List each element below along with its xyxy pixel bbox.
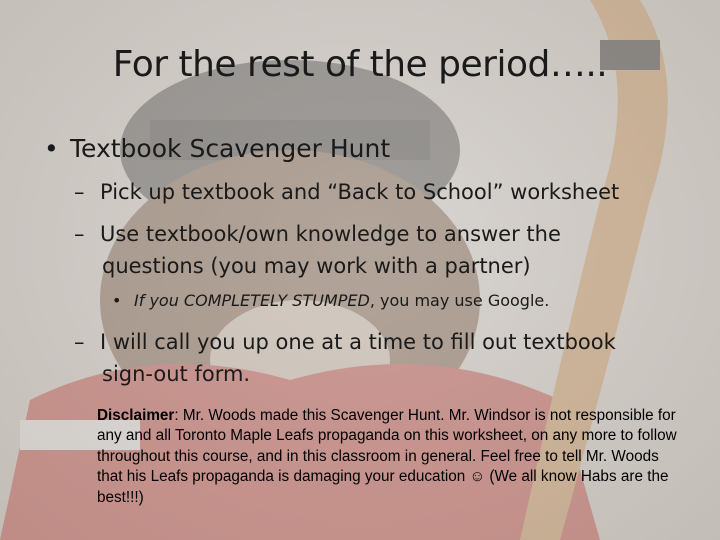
sub-sub-bullet-italic: If you COMPLETELY STUMPED: [134, 291, 370, 310]
bullet-marker: •: [44, 134, 59, 163]
sub-bullet-text: Pick up textbook and “Back to School” worksheet: [100, 180, 620, 204]
sub-sub-bullet-text: , you may use Google.: [369, 291, 550, 310]
sub-bullet-text: I will call you up one at a time to fill out textbook: [100, 330, 616, 354]
sub-bullet-text-continued: questions (you may work with a partner): [102, 254, 531, 278]
bullet-item: [44, 134, 390, 163]
disclaimer-label: Disclaimer: [97, 407, 175, 424]
disclaimer-text: : Mr. Woods made this Scavenger Hunt. Mr. Windsor is not responsible for any and all Toronto Maple Leafs propaganda on this worksheet, on any more to follow throughout this course, and in this classroom in general. Feel free to tell Mr. Woods that his Leafs propaganda is damaging your education ☺ (We all know Habs are the best!!!): [97, 407, 677, 506]
bullet-text: Textbook Scavenger Hunt: [70, 134, 391, 163]
bullet-marker: •: [112, 291, 122, 310]
sub-bullet-text: Use textbook/own knowledge to answer the: [100, 222, 561, 246]
slide-title: For the rest of the period…..: [112, 44, 608, 85]
sub-bullet-item: [74, 326, 694, 390]
dash-marker: –: [74, 330, 85, 354]
dash-marker: –: [74, 180, 85, 204]
dash-marker: –: [74, 222, 85, 246]
sub-bullet-item: [74, 218, 694, 282]
sub-sub-bullet-item: [112, 291, 549, 310]
sub-bullet-item: [74, 176, 694, 208]
sub-bullet-text-continued: sign-out form.: [102, 362, 251, 386]
disclaimer-block: [97, 406, 677, 508]
